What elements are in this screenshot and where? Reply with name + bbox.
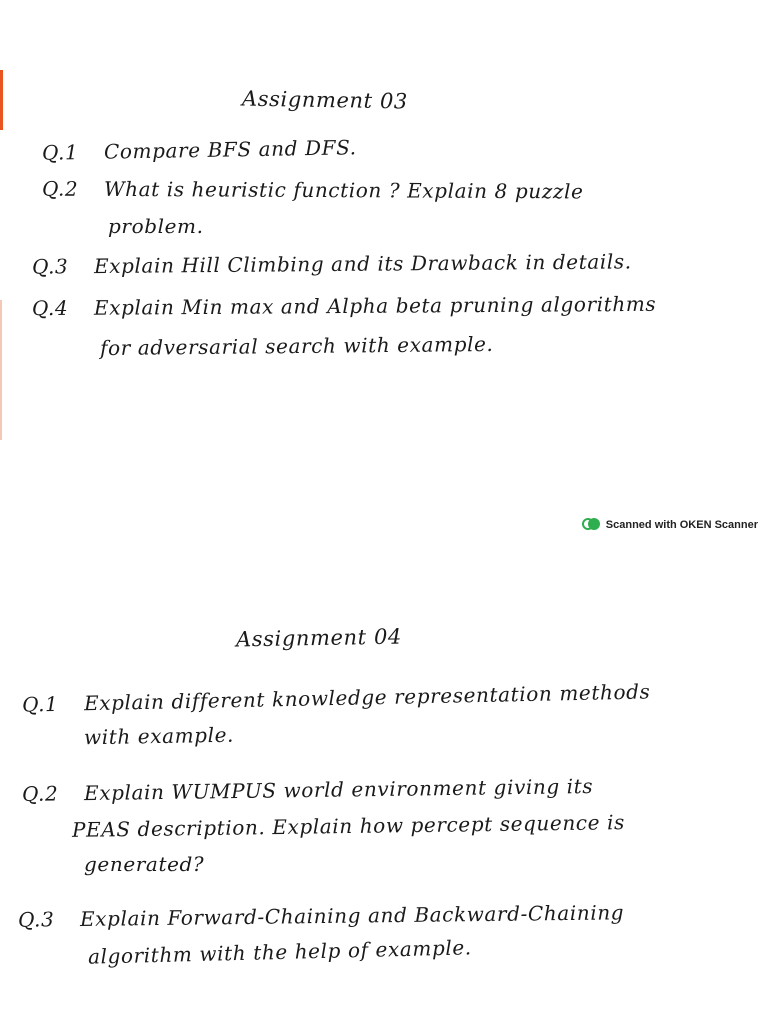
- a4-question-3-line-2: algorithm with the help of example.: [87, 935, 472, 969]
- assignment-04-title: Assignment 04: [235, 624, 403, 652]
- page-edge-shadow: [0, 300, 2, 440]
- question-text: Compare BFS and DFS.: [103, 135, 357, 164]
- a4-question-1: [22, 679, 651, 716]
- question-number: Q.4: [31, 295, 69, 321]
- a3-question-4-line-2: for adversarial search with example.: [99, 331, 494, 361]
- question-text: What is heuristic function ? Explain 8 puzzle: [103, 176, 584, 204]
- question-number: Q.3: [31, 254, 69, 279]
- a4-question-2: [22, 774, 594, 806]
- question-text: Explain WUMPUS world environment giving its: [83, 774, 594, 806]
- oken-scanner-logo-icon: [582, 518, 600, 532]
- a4-question-2-line-3: generated?: [84, 852, 205, 876]
- scanner-watermark: [582, 518, 758, 532]
- a3-question-1: [42, 135, 357, 164]
- a3-question-3: [32, 249, 632, 278]
- page-assignment-04: [0, 560, 768, 1024]
- question-text: Explain Min max and Alpha beta pruning algorithms: [93, 291, 657, 320]
- question-number: Q.1: [21, 691, 59, 717]
- question-text: Explain Forward-Chaining and Backward-Chaining: [79, 900, 625, 931]
- a4-question-2-line-2: PEAS description. Explain how percept sequence is: [71, 810, 626, 842]
- a4-question-1-line-2: with example.: [83, 722, 235, 750]
- a3-question-4: [32, 292, 656, 320]
- question-number: Q.1: [41, 140, 79, 165]
- a3-question-2: [42, 177, 584, 204]
- a4-question-3: [18, 900, 624, 931]
- scanner-label: Scanned with OKEN Scanner: [605, 519, 758, 531]
- question-text: Explain Hill Climbing and its Drawback in details.: [93, 249, 632, 279]
- question-text: Explain different knowledge representation methods: [83, 679, 651, 716]
- page-edge-mark: [0, 70, 3, 130]
- question-number: Q.2: [21, 781, 59, 806]
- a3-question-2-line-2: problem.: [108, 214, 204, 238]
- question-number: Q.3: [17, 907, 55, 932]
- question-number: Q.2: [41, 176, 79, 201]
- assignment-03-title: Assignment 03: [241, 86, 409, 114]
